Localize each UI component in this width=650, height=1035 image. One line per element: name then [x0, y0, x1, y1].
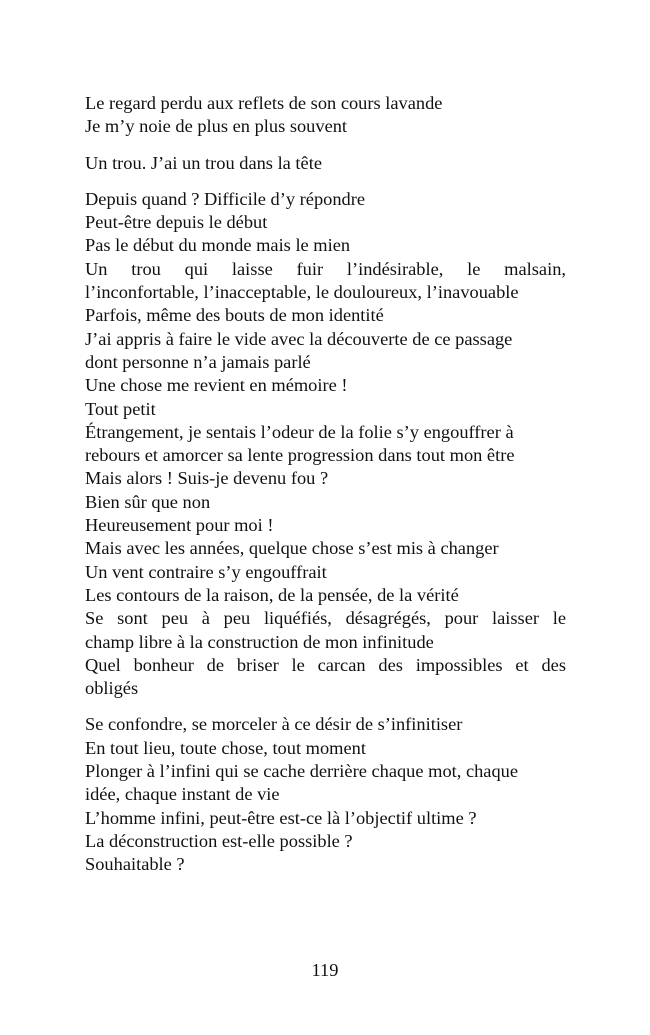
stanza: [85, 152, 566, 175]
poem-line: Un trou qui laisse fuir l’indésirable, le malsain,: [85, 258, 566, 279]
poem-line: Les contours de la raison, de la pensée, de la vérité: [85, 584, 459, 605]
poem-line: rebours et amorcer sa lente progression dans tout mon être: [85, 445, 515, 466]
poem-body: [85, 92, 566, 877]
poem-line: Un trou. J’ai un trou dans la tête: [85, 152, 322, 173]
poem-line: idée, chaque instant de vie: [85, 784, 280, 805]
stanza: [85, 713, 566, 876]
poem-line: Étrangement, je sentais l’odeur de la folie s’y engouffrer à: [85, 421, 514, 442]
poem-line: Heureusement pour moi !: [85, 515, 274, 536]
poem-line: Pas le début du monde mais le mien: [85, 235, 351, 256]
poem-line: champ libre à la construction de mon infinitude: [85, 631, 434, 652]
poem-line: Parfois, même des bouts de mon identité: [85, 305, 384, 326]
poem-line: Mais alors ! Suis-je devenu fou ?: [85, 468, 329, 489]
poem-line: Une chose me revient en mémoire !: [85, 375, 348, 396]
poem-line: La déconstruction est-elle possible ?: [85, 830, 353, 851]
stanza: [85, 188, 566, 701]
poem-line: Mais avec les années, quelque chose s’est mis à changer: [85, 538, 499, 559]
poem-line: En tout lieu, toute chose, tout moment: [85, 737, 366, 758]
poem-line: Tout petit: [85, 398, 156, 419]
poem-line: Souhaitable ?: [85, 854, 185, 875]
poem-line: Se confondre, se morceler à ce désir de s’infinitiser: [85, 714, 463, 735]
poem-line: Bien sûr que non: [85, 491, 211, 512]
stanza: [85, 92, 566, 139]
poem-line: obligés: [85, 678, 139, 699]
poem-line: L’homme infini, peut-être est-ce là l’objectif ultime ?: [85, 807, 477, 828]
poem-line: dont personne n’a jamais parlé: [85, 351, 311, 372]
poem-line: Je m’y noie de plus en plus souvent: [85, 116, 348, 137]
poem-line: Peut-être depuis le début: [85, 212, 268, 233]
poem-line: Se sont peu à peu liquéfiés, désagrégés, pour laisser le: [85, 608, 566, 629]
poem-line: Plonger à l’infini qui se cache derrière chaque mot, chaque: [85, 761, 519, 782]
poem-line: J’ai appris à faire le vide avec la découverte de ce passage: [85, 328, 513, 349]
poem-line: Depuis quand ? Difficile d’y répondre: [85, 188, 366, 209]
poem-line: Un vent contraire s’y engouffrait: [85, 561, 327, 582]
poem-line: l’inconfortable, l’inacceptable, le douloureux, l’inavouable: [85, 282, 519, 303]
poem-line: Quel bonheur de briser le carcan des impossibles et des: [85, 654, 566, 675]
page-number: 119: [311, 960, 339, 980]
poem-line: Le regard perdu aux reflets de son cours lavande: [85, 93, 443, 113]
